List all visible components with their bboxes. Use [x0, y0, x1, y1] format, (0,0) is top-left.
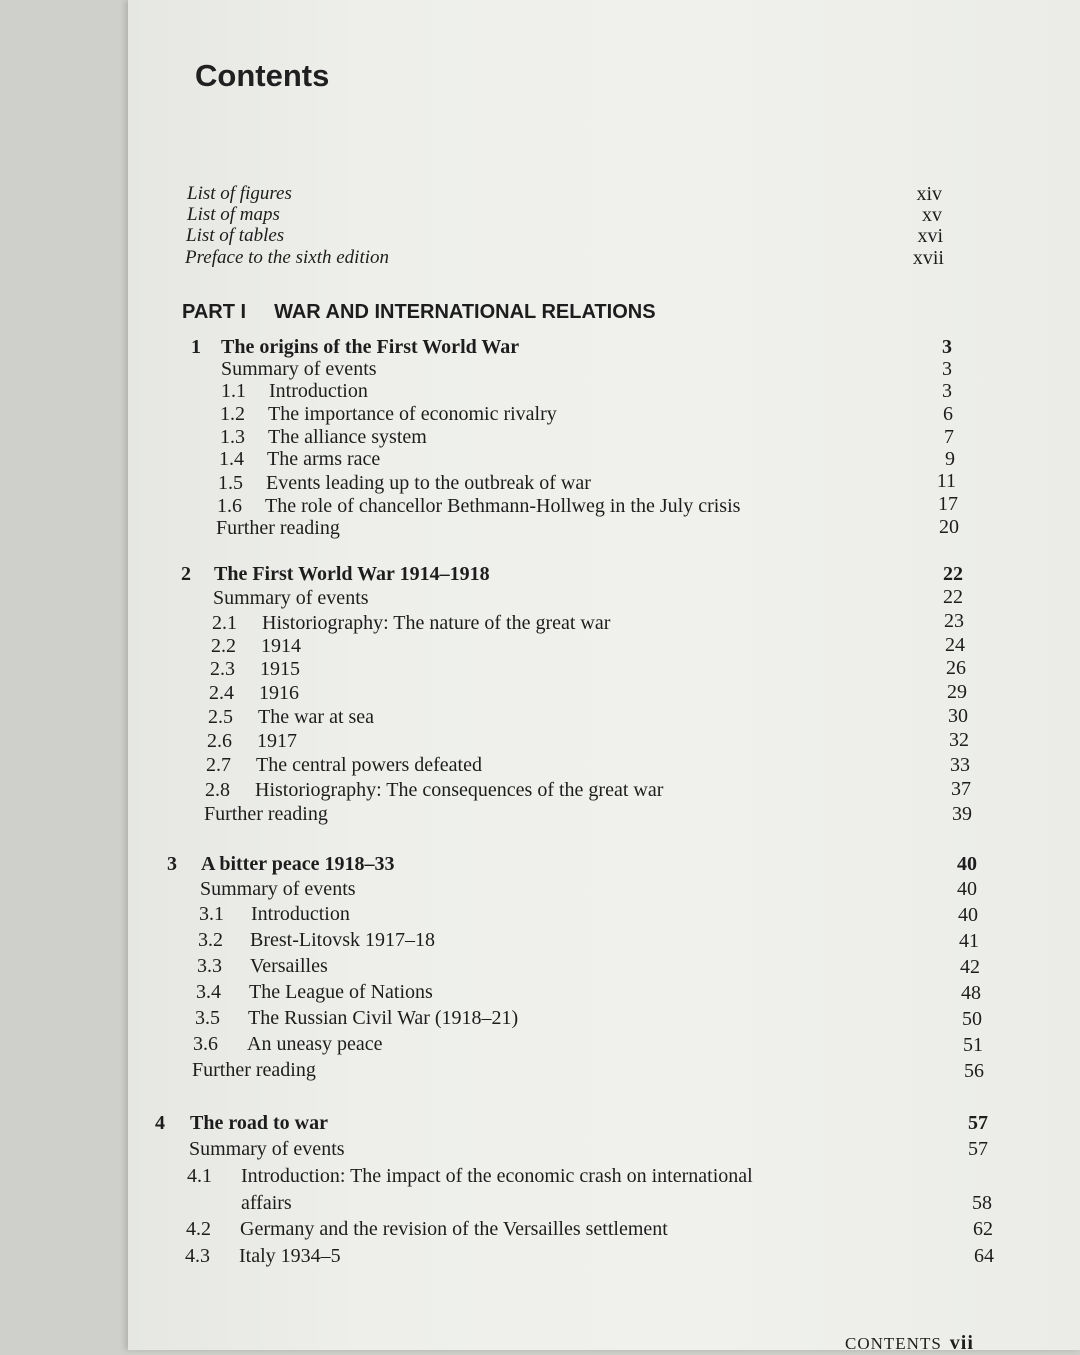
toc-page-number: 51: [963, 1034, 983, 1056]
toc-page-number: 30: [948, 705, 968, 727]
toc-section-entry: 1.1 Introduction: [221, 380, 368, 402]
toc-chapter-heading: 4 The road to war: [155, 1112, 328, 1134]
toc-page-number: 39: [952, 803, 972, 825]
toc-further-reading: Further reading: [204, 803, 328, 825]
toc-section-entry-continued: affairs: [241, 1192, 292, 1214]
folio: vii: [949, 1332, 974, 1354]
toc-chapter-heading: 1 The origins of the First World War: [191, 336, 520, 358]
toc-section-entry: 2.6 1917: [207, 730, 297, 752]
toc-summary-entry: Summary of events: [189, 1138, 345, 1160]
toc-section-entry: 4.2 Germany and the revision of the Versailles settlement: [186, 1218, 668, 1240]
page-footer: [845, 1332, 974, 1355]
toc-page-number: 22: [943, 586, 963, 608]
toc-front-matter-item: List of figures: [187, 183, 292, 204]
toc-section-entry: 3.3 Versailles: [197, 955, 328, 977]
toc-page-number: 40: [958, 904, 978, 926]
part-title: WAR AND INTERNATIONAL RELATIONS: [274, 301, 656, 323]
toc-page-number: 3: [942, 336, 952, 358]
toc-page-number: 57: [968, 1112, 988, 1134]
toc-section-entry: 1.4 The arms race: [219, 448, 381, 470]
toc-page-number: 22: [943, 563, 963, 585]
toc-page-number: 3: [942, 358, 952, 380]
toc-section-entry: 4.1 Introduction: The impact of the economic crash on international: [187, 1165, 753, 1187]
toc-page-number: 62: [973, 1218, 993, 1240]
toc-section-entry: 2.1 Historiography: The nature of the great war: [212, 612, 611, 634]
toc-front-matter-item: Preface to the sixth edition: [185, 247, 390, 268]
toc-section-entry: 2.2 1914: [211, 635, 301, 657]
toc-page-number: 20: [939, 516, 959, 538]
toc-page-number: 33: [950, 754, 970, 776]
toc-page-number: 57: [968, 1138, 988, 1160]
toc-section-entry: 1.5 Events leading up to the outbreak of war: [218, 472, 591, 494]
toc-further-reading: Further reading: [216, 517, 340, 539]
toc-section-entry: 1.3 The alliance system: [220, 426, 427, 448]
toc-page-number: 37: [951, 778, 971, 800]
part-label: PART I: [182, 301, 247, 323]
toc-front-matter-item: List of maps: [187, 204, 280, 225]
toc-page-number: 58: [972, 1192, 992, 1214]
toc-chapter-heading: 3 A bitter peace 1918–33: [167, 853, 395, 875]
toc-page-number: 56: [964, 1060, 984, 1082]
toc-section-entry: 4.3 Italy 1934–5: [185, 1245, 341, 1267]
toc-section-entry: 3.4 The League of Nations: [196, 981, 433, 1003]
toc-page-number: 64: [974, 1245, 994, 1267]
part-heading: [182, 301, 656, 324]
toc-page-number: 40: [957, 878, 977, 900]
toc-section-entry: 1.2 The importance of economic rivalry: [220, 403, 557, 425]
toc-section-entry: 2.3 1915: [210, 658, 300, 680]
toc-page-number: 11: [936, 470, 956, 492]
toc-section-entry: 2.8 Historiography: The consequences of the great war: [205, 779, 664, 801]
running-head: CONTENTS: [845, 1334, 942, 1353]
toc-page-number: xvi: [917, 225, 943, 247]
toc-section-entry: 3.2 Brest-Litovsk 1917–18: [198, 929, 435, 951]
toc-page-number: 3: [942, 380, 952, 402]
toc-page-number: xiv: [916, 183, 942, 205]
toc-section-entry: 3.1 Introduction: [199, 903, 350, 925]
toc-page-number: 24: [945, 634, 965, 656]
toc-section-entry: 2.7 The central powers defeated: [206, 754, 482, 776]
toc-section-entry: 3.5 The Russian Civil War (1918–21): [195, 1007, 519, 1029]
toc-page-number: xvii: [912, 247, 944, 269]
toc-page-number: 40: [957, 853, 977, 875]
toc-page-number: 9: [945, 448, 955, 470]
toc-section-entry: 2.4 1916: [209, 682, 299, 704]
toc-page-number: 26: [946, 657, 966, 679]
toc-page-number: 7: [944, 426, 954, 448]
toc-summary-entry: Summary of events: [221, 358, 377, 380]
toc-page-number: xv: [922, 204, 942, 226]
toc-page-number: 23: [944, 610, 964, 632]
toc-section-entry: 1.6 The role of chancellor Bethmann-Hollweg in the July crisis: [217, 495, 741, 517]
toc-further-reading: Further reading: [192, 1059, 316, 1081]
toc-section-entry: 2.5 The war at sea: [208, 706, 375, 728]
toc-chapter-heading: 2 The First World War 1914–1918: [181, 563, 490, 585]
toc-page-number: 41: [959, 930, 979, 952]
toc-page-number: 32: [949, 729, 969, 751]
toc-section-entry: 3.6 An uneasy peace: [193, 1033, 383, 1055]
toc-page-number: 6: [943, 403, 953, 425]
toc-page-number: 50: [962, 1008, 982, 1030]
toc-page-number: 42: [960, 956, 980, 978]
toc-front-matter-item: List of tables: [186, 225, 285, 246]
page-title: Contents: [195, 58, 330, 93]
toc-page-number: 17: [938, 493, 958, 515]
toc-summary-entry: Summary of events: [213, 587, 369, 609]
toc-page-number: 48: [961, 982, 981, 1004]
toc-page-number: 29: [947, 681, 967, 703]
toc-summary-entry: Summary of events: [200, 878, 356, 900]
